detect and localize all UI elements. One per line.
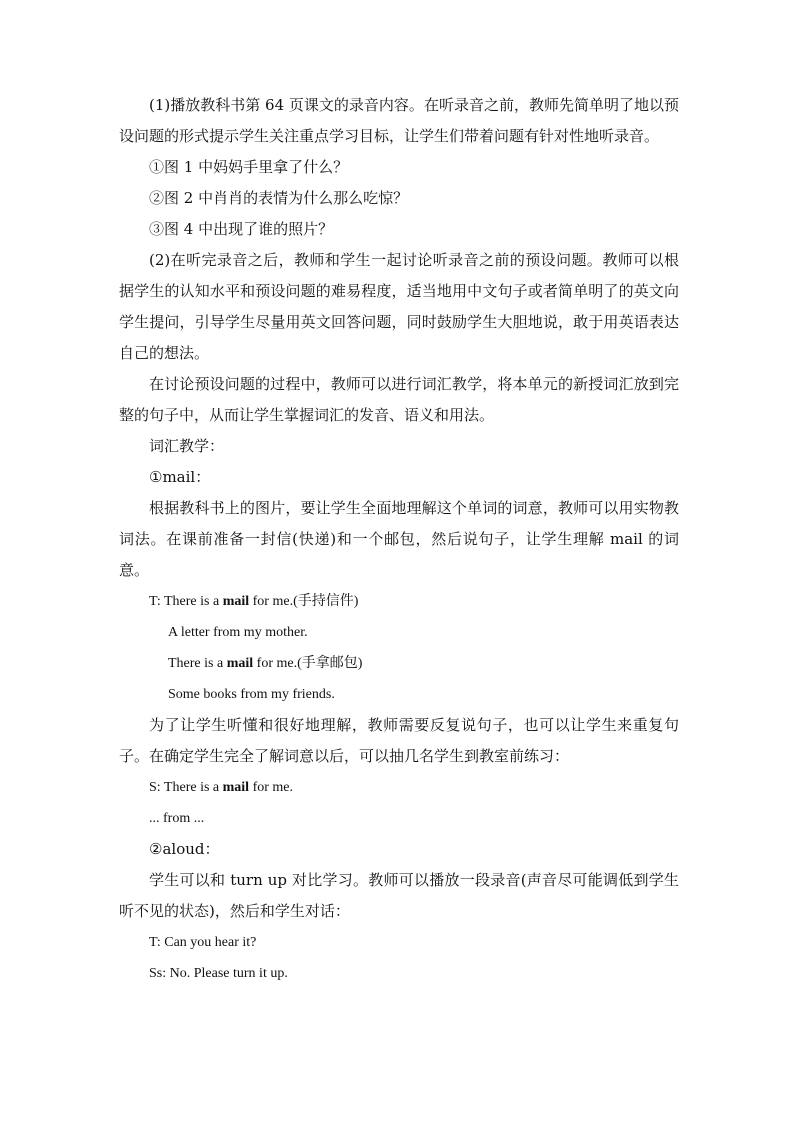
dialog-line-3-pre: There is a: [168, 656, 227, 671]
dialog-line-5-pre: S: There is a: [149, 780, 223, 795]
dialog-line-7: T: Can you hear it?: [149, 935, 257, 950]
dialog-line-3-keyword: mail: [226, 656, 254, 671]
question-3: ③图 4 中出现了谁的照片？: [149, 220, 334, 238]
paragraph-vocabulary-intro: 在讨论预设问题的过程中，教师可以进行词汇教学，将本单元的新授词汇放到完整的句子中，从而让学生掌握词汇的发音、语义和用法。: [119, 375, 679, 424]
dialog-line-3: [119, 648, 679, 679]
paragraph-mail-method: 根据教科书上的图片，要让学生全面地理解这个单词的词意，教师可以用实物教词法。在课前准备一封信(快递)和一个邮包，然后说句子，让学生理解 mail 的词意。: [119, 499, 679, 579]
dialog-line-3-post: for me.(手拿邮包): [253, 656, 363, 671]
paragraph-aloud-method: 学生可以和 turn up 对比学习。教师可以播放一段录音(声音尽可能调低到学生听不见的状态)，然后和学生对话：: [119, 871, 679, 920]
word-mail-heading: ①mail：: [149, 468, 211, 486]
dialog-line-5: [119, 772, 679, 803]
dialog-line-1: [119, 586, 679, 617]
dialog-line-5-keyword: mail: [222, 780, 250, 795]
document-page: [119, 90, 679, 989]
dialog-line-4: Some books from my friends.: [168, 687, 335, 702]
dialog-line-8: Ss: No. Please turn it up.: [149, 966, 288, 981]
dialog-line-1-pre: T: There is a: [149, 594, 223, 609]
dialog-line-1-post: for me.(手持信件): [249, 594, 359, 609]
dialog-line-5-post: for me.: [249, 780, 294, 795]
question-2: ②图 2 中肖肖的表情为什么那么吃惊？: [149, 189, 409, 207]
dialog-line-6: ... from ...: [149, 811, 205, 826]
dialog-line-1-keyword: mail: [222, 594, 250, 609]
question-1: ①图 1 中妈妈手里拿了什么？: [149, 158, 349, 176]
paragraph-listening-step-2: (2)在听完录音之后，教师和学生一起讨论听录音之前的预设问题。教师可以根据学生的认知水平和预设问题的难易程度，适当地用中文句子或者简单明了的英文向学生提问，引导学生尽量用英文回答问题，同时鼓励学生大胆地说，敢于用英语表达自己的想法。: [119, 251, 679, 362]
vocabulary-heading: 词汇教学：: [149, 437, 225, 455]
word-aloud-heading: ②aloud：: [149, 840, 220, 858]
paragraph-repeat-practice: 为了让学生听懂和很好地理解，教师需要反复说句子，也可以让学生来重复句子。在确定学生完全了解词意以后，可以抽几名学生到教室前练习：: [119, 716, 679, 765]
paragraph-listening-step-1: (1)播放教科书第 64 页课文的录音内容。在听录音之前，教师先简单明了地以预设问题的形式提示学生关注重点学习目标，让学生们带着问题有针对性地听录音。: [119, 96, 679, 145]
dialog-line-2: A letter from my mother.: [168, 625, 308, 640]
